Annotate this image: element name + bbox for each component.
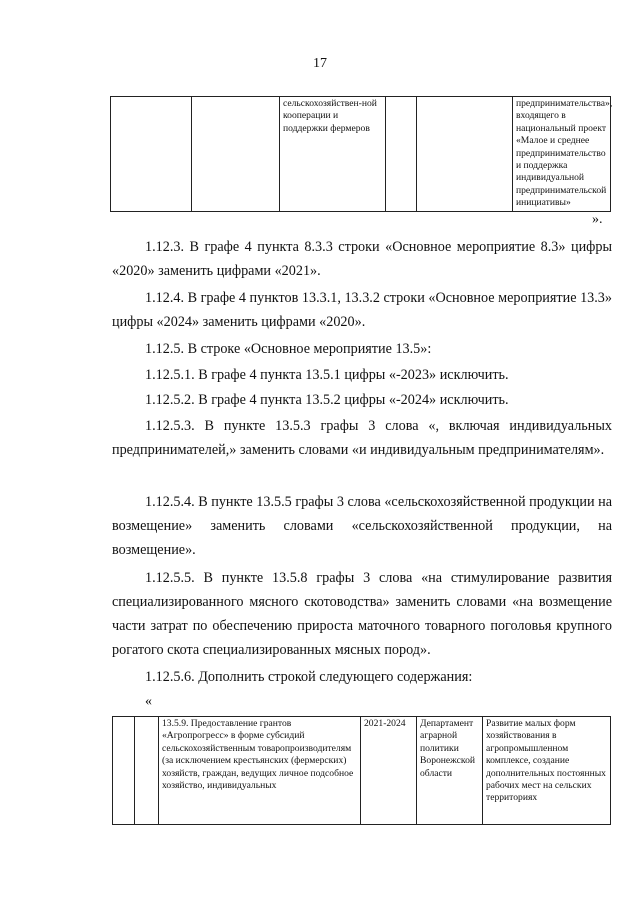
table-cell: 13.5.9. Предоставление грантов «Агропрогресс» в форме субсидий сельскохозяйственным товаропроизводителям (за исключением крестьянских (фермерских) хозяйств, граждан, ведущих личное подсобное хозяйство, индивидуальных bbox=[159, 717, 361, 825]
top-table bbox=[110, 96, 611, 212]
table-cell: предпринимательства», входящего в национальный проект «Малое и среднее предпринимательство и поддержка индивидуальной предпринимательской инициативы» bbox=[513, 97, 611, 212]
paragraph: 1.12.4. В графе 4 пунктов 13.3.1, 13.3.2 строки «Основное мероприятие 13.3» цифры «2024» заменить цифрами «2020». bbox=[112, 290, 612, 330]
opening-quote-mark: « bbox=[145, 694, 152, 709]
table-cell: Департамент аграрной политики Воронежской области bbox=[417, 717, 483, 825]
paragraph: 1.12.5.1. В графе 4 пункта 13.5.1 цифры «-2023» исключить. bbox=[145, 367, 509, 383]
table-cell bbox=[386, 97, 417, 212]
table-cell: 2021-2024 bbox=[361, 717, 417, 825]
paragraph: 1.12.5.5. В пункте 13.5.8 графы 3 слова «на стимулирование развития специализированного мясного скотоводства» заменить словами «на возмещение части затрат по обеспечению прироста маточного товарного поголовья крупного рогатого скота специализированных мясных пород». bbox=[112, 570, 612, 658]
paragraph: 1.12.5.3. В пункте 13.5.3 графы 3 слова «, включая индивидуальных предпринимателей,» заменить словами «и индивидуальным предпринимателям». bbox=[112, 418, 612, 458]
table-cell bbox=[113, 717, 135, 825]
table-cell: сельскохозяйствен-ной кооперации и поддержки фермеров bbox=[280, 97, 386, 212]
paragraph: 1.12.5.6. Дополнить строкой следующего содержания: bbox=[145, 669, 473, 685]
table-cell: Развитие малых форм хозяйствования в агропромышленном комплексе, создание дополнительных постоянных рабочих мест на сельских территориях bbox=[483, 717, 611, 825]
closing-quote-mark: ». bbox=[592, 212, 603, 227]
paragraph: 1.12.5.2. В графе 4 пункта 13.5.2 цифры «-2024» исключить. bbox=[145, 392, 509, 408]
table-row bbox=[111, 97, 611, 212]
table-cell bbox=[135, 717, 159, 825]
table-row bbox=[113, 717, 611, 825]
table-cell bbox=[192, 97, 280, 212]
paragraph: 1.12.3. В графе 4 пункта 8.3.3 строки «Основное мероприятие 8.3» цифры «2020» заменить цифрами «2021». bbox=[112, 239, 612, 279]
page-number: 17 bbox=[313, 56, 327, 71]
table-cell bbox=[111, 97, 192, 212]
paragraph: 1.12.5.4. В пункте 13.5.5 графы 3 слова «сельскохозяйственной продукции на возмещение» заменить словами «сельскохозяйственной продукции, на возмещение». bbox=[112, 494, 612, 558]
table-cell bbox=[417, 97, 513, 212]
bottom-table bbox=[112, 716, 611, 825]
paragraph: 1.12.5. В строке «Основное мероприятие 13.5»: bbox=[145, 341, 432, 357]
